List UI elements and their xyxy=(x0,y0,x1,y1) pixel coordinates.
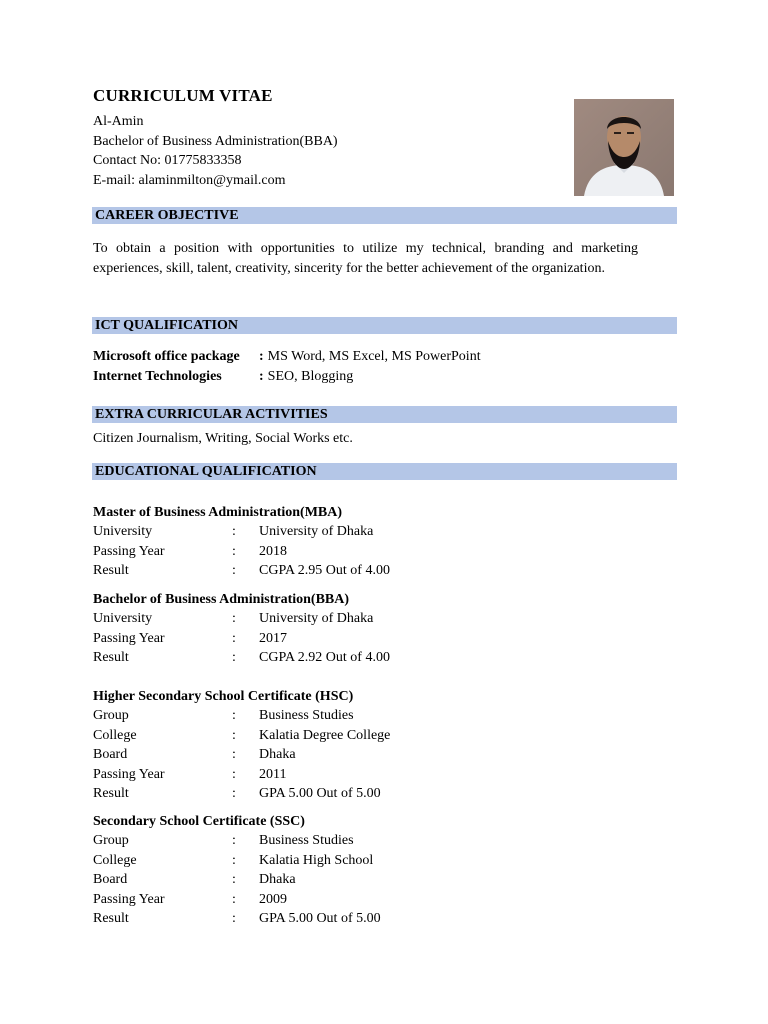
education-value: 2017 xyxy=(259,630,287,646)
extra-curricular-text: Citizen Journalism, Writing, Social Works etc. xyxy=(93,431,353,446)
education-entry-hsc xyxy=(93,687,390,803)
education-colon: : xyxy=(232,833,236,849)
education-label: College xyxy=(93,727,137,743)
ict-row xyxy=(93,367,481,387)
ict-value: MS Word, MS Excel, MS PowerPoint xyxy=(267,349,481,364)
profile-photo xyxy=(574,99,674,196)
education-label: College xyxy=(93,852,137,868)
education-value: CGPA 2.92 Out of 4.00 xyxy=(259,650,390,666)
education-value: GPA 5.00 Out of 5.00 xyxy=(259,911,381,927)
section-educational-qualification: EDUCATIONAL QUALIFICATION xyxy=(92,463,677,480)
ict-key: Internet Technologies xyxy=(93,368,222,384)
education-label: Passing Year xyxy=(93,766,165,782)
education-label: Result xyxy=(93,650,129,666)
education-label: Passing Year xyxy=(93,891,165,907)
education-row xyxy=(93,609,390,628)
education-colon: : xyxy=(232,563,236,579)
education-value: Business Studies xyxy=(259,833,354,849)
education-colon: : xyxy=(232,727,236,743)
education-row xyxy=(93,542,390,561)
education-colon: : xyxy=(232,891,236,907)
education-colon: : xyxy=(232,524,236,540)
education-label: University xyxy=(93,524,153,540)
education-label: Group xyxy=(93,708,129,724)
section-career-objective: CAREER OBJECTIVE xyxy=(92,207,677,224)
applicant-name: Al-Amin xyxy=(93,114,144,129)
education-label: Board xyxy=(93,872,128,888)
education-entry-ssc xyxy=(93,812,381,928)
ict-list xyxy=(93,347,481,386)
education-title: Bachelor of Business Administration(BBA) xyxy=(93,592,350,607)
ict-colon: : xyxy=(259,349,264,364)
education-value: Dhaka xyxy=(259,872,296,888)
education-colon: : xyxy=(232,852,236,868)
education-label: Result xyxy=(93,786,129,802)
education-label: Result xyxy=(93,911,129,927)
education-label: Passing Year xyxy=(93,543,165,559)
education-row xyxy=(93,831,381,850)
education-value: Dhaka xyxy=(259,747,296,763)
education-row xyxy=(93,890,381,909)
education-row xyxy=(93,851,381,870)
education-colon: : xyxy=(232,611,236,627)
contact-number: Contact No: 01775833358 xyxy=(93,153,242,168)
education-row xyxy=(93,765,390,784)
ict-row xyxy=(93,347,481,367)
education-entry-mba xyxy=(93,503,390,581)
education-row xyxy=(93,726,390,745)
applicant-degree: Bachelor of Business Administration(BBA) xyxy=(93,133,338,149)
education-row xyxy=(93,870,381,889)
education-colon: : xyxy=(232,786,236,802)
education-label: University xyxy=(93,611,153,627)
education-title: Secondary School Certificate (SSC) xyxy=(93,814,305,829)
education-row xyxy=(93,522,390,541)
education-row xyxy=(93,745,390,764)
education-value: 2009 xyxy=(259,891,287,907)
education-value: Kalatia Degree College xyxy=(259,727,391,743)
ict-key: Microsoft office package xyxy=(93,349,240,364)
education-colon: : xyxy=(232,630,236,646)
ict-value: SEO, Blogging xyxy=(267,368,354,384)
education-value: Business Studies xyxy=(259,708,354,724)
education-value: GPA 5.00 Out of 5.00 xyxy=(259,786,381,802)
education-row xyxy=(93,784,390,803)
section-ict-qualification: ICT QUALIFICATION xyxy=(92,317,677,334)
education-row xyxy=(93,909,381,928)
education-title: Higher Secondary School Certificate (HSC) xyxy=(93,689,354,704)
education-colon: : xyxy=(232,911,236,927)
education-row xyxy=(93,561,390,580)
education-row xyxy=(93,629,390,648)
education-colon: : xyxy=(232,747,236,763)
section-extra-curricular: EXTRA CURRICULAR ACTIVITIES xyxy=(92,406,677,423)
education-label: Result xyxy=(93,563,129,579)
education-colon: : xyxy=(232,543,236,559)
ict-colon: : xyxy=(259,368,264,384)
education-title: Master of Business Administration(MBA) xyxy=(93,505,343,520)
education-value: CGPA 2.95 Out of 4.00 xyxy=(259,563,390,579)
email-address: E-mail: alaminmilton@ymail.com xyxy=(93,172,286,188)
education-label: Group xyxy=(93,833,129,849)
education-colon: : xyxy=(232,766,236,782)
profile-photo-image xyxy=(574,99,674,196)
education-value: University of Dhaka xyxy=(259,524,374,540)
education-label: Board xyxy=(93,747,128,763)
education-entry-bba xyxy=(93,590,390,668)
education-value: Kalatia High School xyxy=(259,852,374,868)
education-value: 2011 xyxy=(259,766,287,782)
education-label: Passing Year xyxy=(93,630,165,646)
education-colon: : xyxy=(232,872,236,888)
education-row xyxy=(93,706,390,725)
education-value: University of Dhaka xyxy=(259,611,374,627)
contact-block xyxy=(93,112,338,190)
career-objective-text: To obtain a position with opportunities to utilize my technical, branding and marketing experiences, skill, talent, creativity, sincerity for the better achievement of the organization. xyxy=(93,241,638,276)
education-value: 2018 xyxy=(259,543,287,559)
education-colon: : xyxy=(232,708,236,724)
education-row xyxy=(93,648,390,667)
education-colon: : xyxy=(232,650,236,666)
document-title: CURRICULUM VITAE xyxy=(93,86,273,105)
